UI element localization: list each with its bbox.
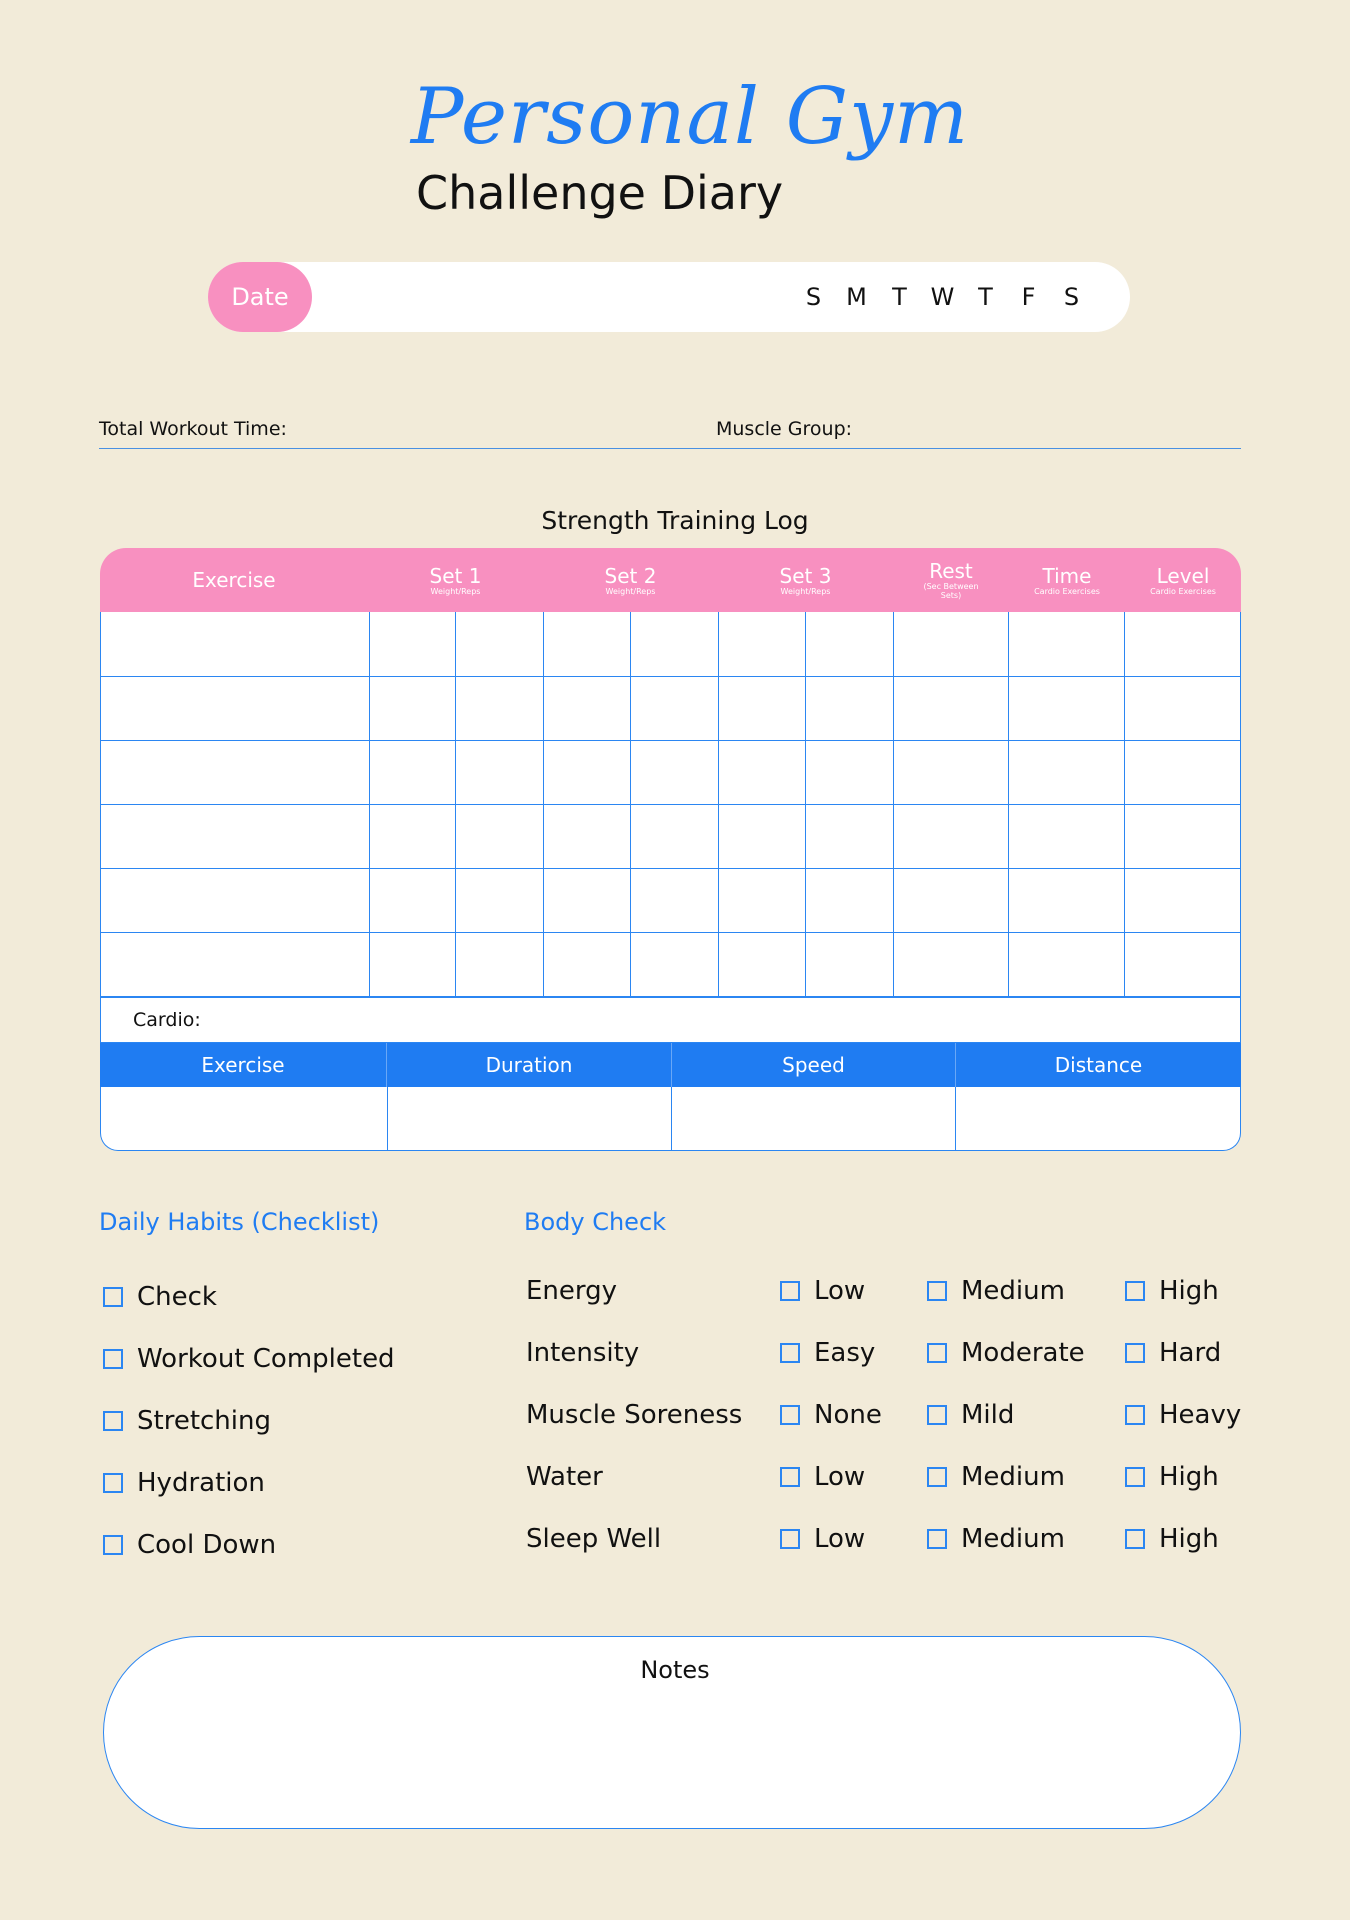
exercise-cell[interactable] <box>101 741 369 804</box>
log-cell[interactable] <box>718 677 805 740</box>
col-set1 <box>368 548 543 612</box>
body-check-table <box>526 1266 1246 1576</box>
col-level-sub: Cardio Exercises <box>1150 586 1216 596</box>
day-saturday[interactable]: S <box>1063 283 1080 311</box>
checkbox[interactable] <box>1125 1281 1145 1301</box>
log-cell[interactable] <box>543 741 630 804</box>
option-label: Moderate <box>961 1338 1085 1368</box>
cardio-col-speed: Speed <box>671 1043 955 1087</box>
log-cell[interactable] <box>805 741 893 804</box>
day-friday[interactable]: F <box>1021 283 1036 311</box>
log-cell[interactable] <box>630 805 718 868</box>
cardio-duration-cell[interactable] <box>387 1087 672 1150</box>
option-label: High <box>1159 1276 1219 1306</box>
cardio-exercise-cell[interactable] <box>101 1087 387 1150</box>
log-cell[interactable] <box>718 805 805 868</box>
col-rest-sub: (Sec Between Sets) <box>923 582 979 600</box>
checkbox[interactable] <box>927 1343 947 1363</box>
body-check-option[interactable] <box>927 1276 1065 1306</box>
habit-item[interactable] <box>103 1390 395 1452</box>
checkbox[interactable] <box>1125 1343 1145 1363</box>
checkbox[interactable] <box>1125 1405 1145 1425</box>
habit-item[interactable] <box>103 1328 395 1390</box>
log-cell[interactable] <box>369 805 456 868</box>
log-cell[interactable] <box>455 741 543 804</box>
body-check-option[interactable] <box>927 1524 1065 1554</box>
log-cell[interactable] <box>893 677 1009 740</box>
date-label: Date <box>208 262 312 332</box>
log-cell[interactable] <box>805 805 893 868</box>
checkbox[interactable] <box>780 1281 800 1301</box>
checkbox[interactable] <box>1125 1467 1145 1487</box>
checkbox[interactable] <box>927 1467 947 1487</box>
body-check-option[interactable] <box>1125 1276 1219 1306</box>
checkbox[interactable] <box>103 1473 123 1493</box>
option-label: Low <box>814 1462 866 1492</box>
log-cell[interactable] <box>893 741 1009 804</box>
col-time <box>1009 548 1125 612</box>
habit-label: Workout Completed <box>137 1344 395 1374</box>
body-check-label: Muscle Soreness <box>526 1400 743 1430</box>
option-label: Medium <box>961 1462 1065 1492</box>
body-check-option[interactable] <box>780 1462 865 1492</box>
body-check-option[interactable] <box>780 1276 865 1306</box>
cardio-table-header <box>100 1043 1241 1087</box>
log-cell[interactable] <box>893 933 1009 996</box>
col-set3 <box>718 548 893 612</box>
col-rest-label: Rest <box>929 559 973 583</box>
cardio-speed-cell[interactable] <box>671 1087 955 1150</box>
log-cell[interactable] <box>718 933 805 996</box>
body-check-option[interactable] <box>1125 1400 1241 1430</box>
exercise-cell[interactable] <box>101 933 369 996</box>
habit-item[interactable] <box>103 1514 395 1576</box>
log-cell[interactable] <box>630 933 718 996</box>
log-cell[interactable] <box>1008 933 1124 996</box>
day-sunday[interactable]: S <box>805 283 822 311</box>
log-cell[interactable] <box>543 677 630 740</box>
muscle-group-label: Muscle Group: <box>716 418 853 440</box>
body-check-option[interactable] <box>780 1338 875 1368</box>
checkbox[interactable] <box>780 1343 800 1363</box>
log-cell[interactable] <box>543 933 630 996</box>
strength-log-table <box>100 548 1241 1151</box>
checkbox[interactable] <box>927 1405 947 1425</box>
exercise-cell[interactable] <box>101 612 369 676</box>
log-cell[interactable] <box>805 612 893 676</box>
log-cell[interactable] <box>369 869 456 932</box>
log-cell[interactable] <box>543 805 630 868</box>
day-monday[interactable]: M <box>846 283 867 311</box>
log-cell[interactable] <box>1008 741 1124 804</box>
body-check-option[interactable] <box>927 1400 1014 1430</box>
exercise-cell[interactable] <box>101 869 369 932</box>
col-set1-sub: Weight/Reps <box>430 586 481 596</box>
day-tuesday[interactable]: T <box>892 283 907 311</box>
body-check-option[interactable] <box>780 1400 882 1430</box>
body-check-option[interactable] <box>927 1462 1065 1492</box>
page-subtitle: Challenge Diary <box>416 166 784 220</box>
log-cell[interactable] <box>369 741 456 804</box>
col-rest <box>893 548 1009 612</box>
option-label: Medium <box>961 1524 1065 1554</box>
checkbox[interactable] <box>780 1467 800 1487</box>
body-check-option[interactable] <box>1125 1462 1219 1492</box>
log-cell[interactable] <box>455 933 543 996</box>
habit-label: Stretching <box>137 1406 271 1436</box>
option-label: Medium <box>961 1276 1065 1306</box>
exercise-cell[interactable] <box>101 805 369 868</box>
col-exercise <box>100 548 368 612</box>
col-time-sub: Cardio Exercises <box>1034 586 1100 596</box>
log-cell[interactable] <box>1124 933 1240 996</box>
strength-table-header <box>100 548 1241 612</box>
col-exercise-label: Exercise <box>192 568 276 592</box>
option-label: Mild <box>961 1400 1015 1430</box>
col-set2-label: Set 2 <box>604 563 657 588</box>
log-cell[interactable] <box>369 933 456 996</box>
strength-table-body <box>100 612 1241 997</box>
cardio-distance-cell[interactable] <box>955 1087 1241 1150</box>
log-cell[interactable] <box>455 805 543 868</box>
log-cell[interactable] <box>455 677 543 740</box>
habit-label: Cool Down <box>137 1530 277 1560</box>
col-set3-label: Set 3 <box>779 563 832 588</box>
log-cell[interactable] <box>455 869 543 932</box>
body-check-label: Intensity <box>526 1338 640 1368</box>
log-cell[interactable] <box>543 869 630 932</box>
cardio-col-duration: Duration <box>386 1043 671 1087</box>
body-check-row <box>526 1452 1246 1514</box>
option-label: None <box>814 1400 882 1430</box>
body-check-row <box>526 1390 1246 1452</box>
cardio-col-distance: Distance <box>955 1043 1241 1087</box>
log-cell[interactable] <box>1008 805 1124 868</box>
habits-checklist <box>103 1266 395 1576</box>
body-check-option[interactable] <box>1125 1338 1221 1368</box>
col-set2 <box>543 548 718 612</box>
option-label: High <box>1159 1462 1219 1492</box>
info-input-line[interactable] <box>99 448 1241 449</box>
col-set3-sub: Weight/Reps <box>780 586 831 596</box>
log-cell[interactable] <box>1124 869 1240 932</box>
log-cell[interactable] <box>630 741 718 804</box>
checkbox[interactable] <box>780 1529 800 1549</box>
col-time-label: Time <box>1042 563 1092 588</box>
table-row <box>101 804 1240 868</box>
checkbox[interactable] <box>1125 1529 1145 1549</box>
table-row <box>101 868 1240 932</box>
habit-label: Hydration <box>137 1468 265 1498</box>
option-label: High <box>1159 1524 1219 1554</box>
table-row <box>101 676 1240 740</box>
log-cell[interactable] <box>369 677 456 740</box>
checkbox[interactable] <box>927 1529 947 1549</box>
total-workout-time-label: Total Workout Time: <box>99 418 287 440</box>
log-cell[interactable] <box>805 677 893 740</box>
option-label: Low <box>814 1276 866 1306</box>
log-cell[interactable] <box>630 677 718 740</box>
log-cell[interactable] <box>718 869 805 932</box>
body-check-label: Sleep Well <box>526 1524 662 1554</box>
habit-item[interactable] <box>103 1452 395 1514</box>
log-cell[interactable] <box>543 612 630 676</box>
notes-label: Notes <box>640 1656 710 1684</box>
option-label: Heavy <box>1159 1400 1242 1430</box>
option-label: Hard <box>1159 1338 1222 1368</box>
option-label: Easy <box>814 1338 876 1368</box>
exercise-cell[interactable] <box>101 677 369 740</box>
log-cell[interactable] <box>1124 805 1240 868</box>
body-check-option[interactable] <box>1125 1524 1219 1554</box>
option-label: Low <box>814 1524 866 1554</box>
log-cell[interactable] <box>630 869 718 932</box>
col-level-label: Level <box>1156 563 1210 588</box>
body-check-option[interactable] <box>780 1524 865 1554</box>
body-check-row <box>526 1514 1246 1576</box>
body-check-row <box>526 1266 1246 1328</box>
log-cell[interactable] <box>1124 612 1240 676</box>
checkbox[interactable] <box>103 1287 123 1307</box>
cardio-label: Cardio: <box>100 997 1241 1043</box>
habit-item[interactable] <box>103 1266 395 1328</box>
log-cell[interactable] <box>893 612 1009 676</box>
cardio-col-exercise: Exercise <box>201 1053 285 1077</box>
checkbox[interactable] <box>103 1349 123 1369</box>
strength-log-heading: Strength Training Log <box>541 506 809 535</box>
log-cell[interactable] <box>1008 869 1124 932</box>
habit-label: Check <box>137 1282 217 1312</box>
checkbox[interactable] <box>927 1281 947 1301</box>
log-cell[interactable] <box>718 612 805 676</box>
log-cell[interactable] <box>1124 741 1240 804</box>
checkbox[interactable] <box>103 1411 123 1431</box>
col-level <box>1125 548 1241 612</box>
checkbox[interactable] <box>780 1405 800 1425</box>
log-cell[interactable] <box>1008 612 1124 676</box>
body-check-label: Energy <box>526 1276 618 1306</box>
log-cell[interactable] <box>805 933 893 996</box>
table-row <box>101 740 1240 804</box>
weekday-selector <box>792 262 1093 332</box>
log-cell[interactable] <box>893 805 1009 868</box>
log-cell[interactable] <box>805 869 893 932</box>
body-check-option[interactable] <box>927 1338 1085 1368</box>
log-cell[interactable] <box>893 869 1009 932</box>
table-row <box>101 612 1240 676</box>
col-set1-label: Set 1 <box>429 563 482 588</box>
day-wednesday[interactable]: W <box>930 283 955 311</box>
body-check-label: Water <box>526 1462 603 1492</box>
log-cell[interactable] <box>1008 677 1124 740</box>
body-check-row <box>526 1328 1246 1390</box>
daily-habits-heading: Daily Habits (Checklist) <box>99 1208 380 1236</box>
body-check-heading: Body Check <box>524 1208 667 1236</box>
day-thursday[interactable]: T <box>978 283 993 311</box>
log-cell[interactable] <box>718 741 805 804</box>
log-cell[interactable] <box>1124 677 1240 740</box>
log-cell[interactable] <box>369 612 456 676</box>
checkbox[interactable] <box>103 1535 123 1555</box>
table-row <box>101 932 1240 996</box>
col-set2-sub: Weight/Reps <box>605 586 656 596</box>
log-cell[interactable] <box>630 612 718 676</box>
page-title: Personal Gym <box>410 72 970 162</box>
cardio-table-body <box>100 1087 1241 1151</box>
log-cell[interactable] <box>455 612 543 676</box>
